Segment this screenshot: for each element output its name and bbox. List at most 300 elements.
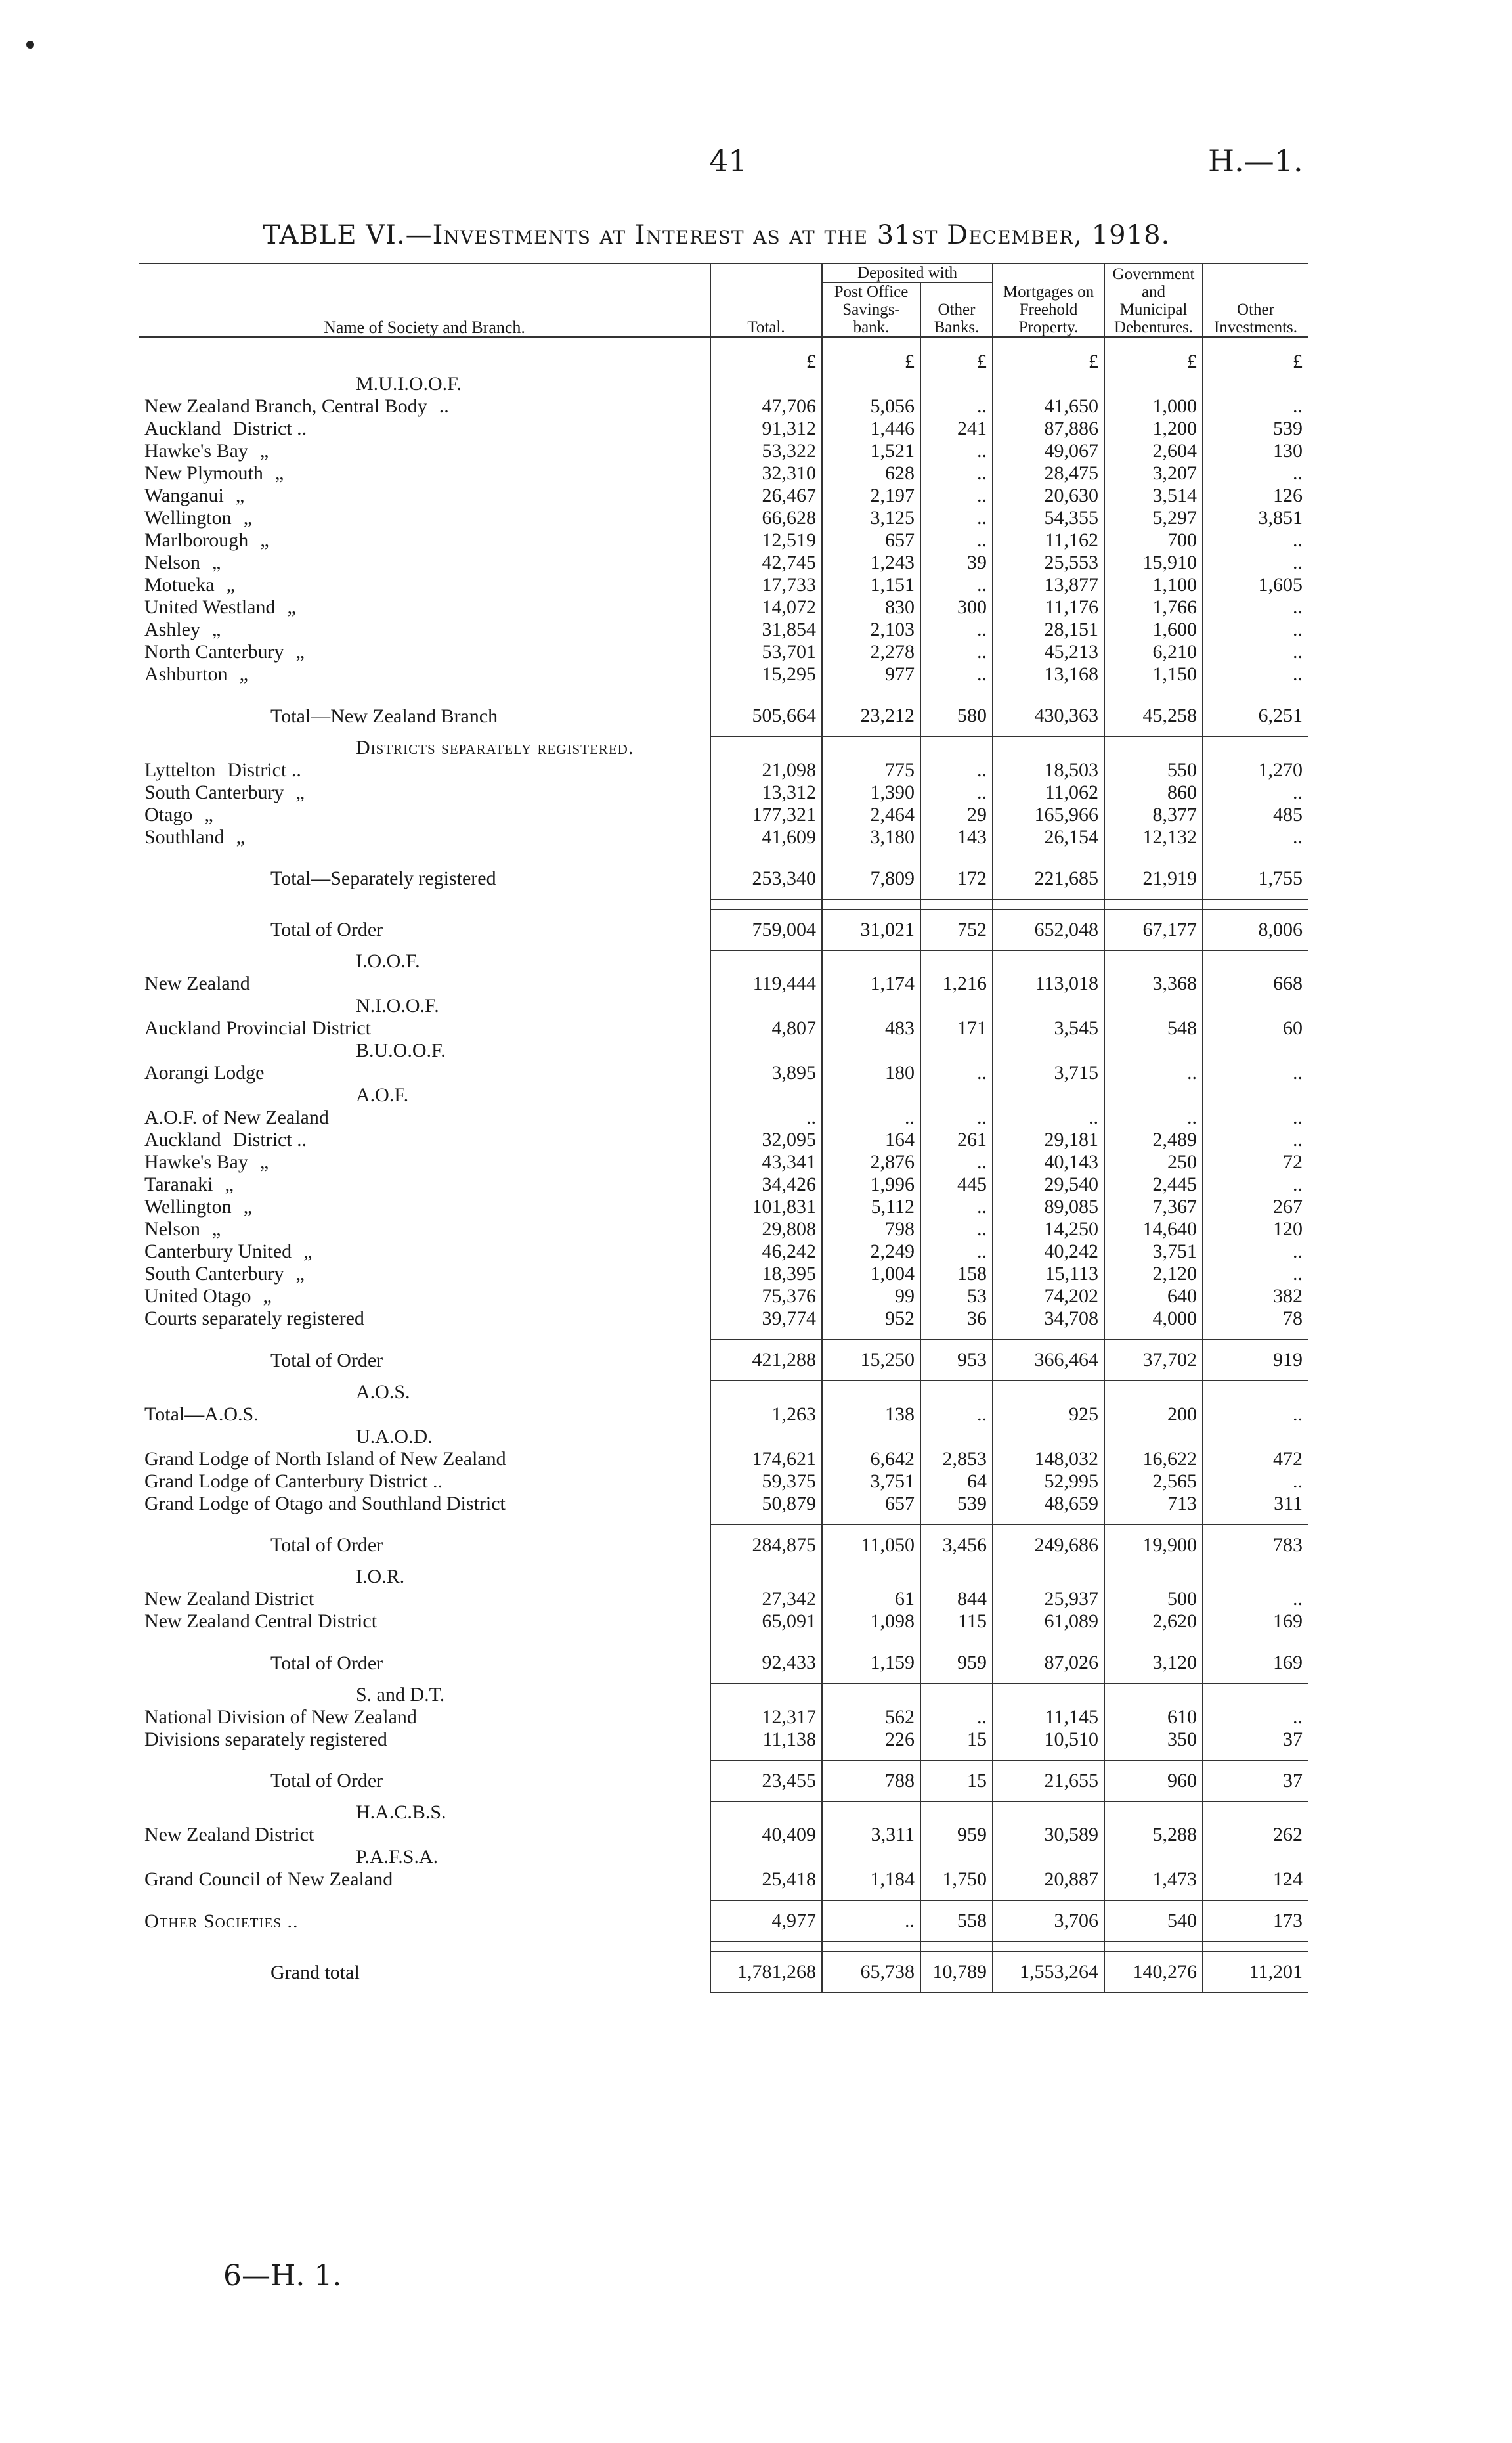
value-cell: 124 [1203, 1868, 1308, 1891]
value-cell: 11,138 [710, 1728, 822, 1751]
value-cell: 15,113 [993, 1263, 1104, 1285]
table-row [139, 462, 1308, 485]
column-spacer [1203, 373, 1308, 395]
column-spacer [920, 737, 993, 759]
column-spacer [822, 1891, 920, 1901]
column-spacer [1203, 899, 1308, 909]
value-cell: 49,067 [993, 440, 1104, 462]
column-spacer [1203, 1330, 1308, 1340]
column-spacer [920, 1426, 993, 1448]
row-name: North Canterbury [144, 641, 284, 663]
value-cell: 13,168 [993, 663, 1104, 686]
value-cell: 2,278 [822, 641, 920, 663]
value-cell: 366,464 [993, 1340, 1104, 1381]
row-suffix: „ [225, 1174, 234, 1195]
row-label [139, 552, 710, 574]
row-label [139, 1824, 710, 1846]
value-cell: 72 [1203, 1151, 1308, 1174]
row-suffix: „ [259, 440, 269, 462]
value-cell: 350 [1104, 1728, 1203, 1751]
section-heading-row [139, 1801, 1308, 1824]
value-cell: 21,919 [1104, 858, 1203, 899]
table-row [139, 973, 1308, 995]
value-cell: 1,755 [1203, 858, 1308, 899]
value-cell: 4,807 [710, 1017, 822, 1040]
value-cell: 31,021 [822, 909, 920, 950]
value-cell: 113,018 [993, 973, 1104, 995]
row-label [139, 1588, 710, 1610]
column-spacer [920, 1084, 993, 1107]
value-cell: .. [710, 1107, 822, 1129]
table-row [139, 1728, 1308, 1751]
currency-symbol: £ [822, 337, 920, 373]
spacer [139, 1751, 710, 1761]
row-name: New Zealand District [144, 1824, 314, 1845]
column-spacer [993, 1515, 1104, 1525]
column-spacer [710, 1381, 822, 1403]
value-cell: .. [920, 485, 993, 507]
row-label [139, 1241, 710, 1263]
value-cell: 120 [1203, 1218, 1308, 1241]
column-spacer [1104, 1515, 1203, 1525]
value-cell: 830 [822, 596, 920, 619]
value-cell: 1,243 [822, 552, 920, 574]
section-heading-row [139, 950, 1308, 973]
column-spacer [1203, 1684, 1308, 1706]
total-row [139, 1340, 1308, 1381]
column-spacer [993, 1751, 1104, 1761]
value-cell: 13,877 [993, 574, 1104, 596]
value-cell: 29,181 [993, 1129, 1104, 1151]
value-cell: 29 [920, 804, 993, 826]
value-cell: 14,072 [710, 596, 822, 619]
row-suffix: „ [303, 1241, 313, 1262]
column-spacer [920, 848, 993, 858]
column-spacer [710, 1684, 822, 1706]
table-row [139, 1285, 1308, 1308]
column-spacer [993, 1846, 1104, 1868]
total-row [139, 858, 1308, 899]
value-cell: 1,100 [1104, 574, 1203, 596]
value-cell: 47,706 [710, 395, 822, 418]
value-cell: 713 [1104, 1493, 1203, 1515]
table-row [139, 663, 1308, 686]
row-label [139, 529, 710, 552]
value-cell: .. [1203, 462, 1308, 485]
value-cell: 23,212 [822, 695, 920, 737]
column-spacer [920, 373, 993, 395]
value-cell: .. [920, 1403, 993, 1426]
row-label [139, 1151, 710, 1174]
value-cell: 1,390 [822, 781, 920, 804]
column-spacer [920, 686, 993, 695]
currency-symbol: £ [710, 337, 822, 373]
value-cell: 977 [822, 663, 920, 686]
column-spacer [920, 1891, 993, 1901]
value-cell: 2,249 [822, 1241, 920, 1263]
column-spacer [920, 899, 993, 909]
section-heading-row [139, 1426, 1308, 1448]
speck-mark [26, 41, 34, 49]
value-cell: 12,132 [1104, 826, 1203, 848]
value-cell: 959 [920, 1824, 993, 1846]
value-cell: .. [1104, 1062, 1203, 1084]
total-label: Total—New Zealand Branch [270, 705, 498, 727]
value-cell: 4,977 [710, 1901, 822, 1942]
table-row [139, 529, 1308, 552]
value-cell: 148,032 [993, 1448, 1104, 1470]
value-cell: 250 [1104, 1151, 1203, 1174]
row-label [139, 1470, 710, 1493]
spacer [139, 1891, 710, 1901]
value-cell: 844 [920, 1588, 993, 1610]
value-cell: 65,738 [822, 1952, 920, 1993]
value-cell: 6,251 [1203, 695, 1308, 737]
column-spacer [993, 1330, 1104, 1340]
value-cell: .. [1203, 552, 1308, 574]
value-cell: 169 [1203, 1642, 1308, 1684]
column-spacer [1104, 1084, 1203, 1107]
column-spacer [710, 1942, 822, 1952]
value-cell: 2,445 [1104, 1174, 1203, 1196]
value-cell: .. [1203, 1470, 1308, 1493]
column-spacer [1104, 737, 1203, 759]
column-spacer [920, 1330, 993, 1340]
row-label [139, 1062, 710, 1084]
value-cell: 48,659 [993, 1493, 1104, 1515]
spacer [139, 1515, 710, 1525]
value-cell: 10,789 [920, 1952, 993, 1993]
column-spacer [993, 950, 1104, 973]
value-cell: 1,766 [1104, 596, 1203, 619]
column-spacer [920, 1684, 993, 1706]
row-name: Courts separately registered [144, 1308, 364, 1329]
table-row [139, 1107, 1308, 1129]
spacer-row [139, 899, 1308, 909]
row-label [139, 759, 710, 781]
column-spacer [1104, 373, 1203, 395]
total-label: Total—Separately registered [270, 868, 496, 889]
value-cell: 1,263 [710, 1403, 822, 1426]
table-row [139, 1308, 1308, 1330]
value-cell: 61 [822, 1588, 920, 1610]
row-name: Aorangi Lodge [144, 1062, 265, 1084]
row-suffix: .. [439, 395, 449, 417]
column-spacer [822, 1515, 920, 1525]
value-cell: 15 [920, 1760, 993, 1801]
row-suffix: „ [263, 1285, 272, 1307]
value-cell: 860 [1104, 781, 1203, 804]
section-heading: Districts separately registered. [356, 736, 634, 759]
value-cell: 311 [1203, 1493, 1308, 1515]
table-row [139, 1403, 1308, 1426]
value-cell: 43,341 [710, 1151, 822, 1174]
col-government: Government and Municipal Debentures. [1104, 263, 1203, 337]
value-cell: 657 [822, 1493, 920, 1515]
value-cell: 1,996 [822, 1174, 920, 1196]
column-spacer [1104, 1426, 1203, 1448]
value-cell: 17,733 [710, 574, 822, 596]
value-cell: 2,620 [1104, 1610, 1203, 1633]
column-spacer [1104, 1566, 1203, 1588]
column-spacer [1104, 950, 1203, 973]
value-cell: 2,489 [1104, 1129, 1203, 1151]
value-cell: .. [1203, 1706, 1308, 1728]
spacer-row [139, 1633, 1308, 1642]
col-other-banks: Other Banks. [920, 282, 993, 337]
value-cell: 267 [1203, 1196, 1308, 1218]
column-spacer [822, 373, 920, 395]
column-spacer [1203, 686, 1308, 695]
column-spacer [1104, 686, 1203, 695]
value-cell: 12,519 [710, 529, 822, 552]
row-name: Nelson [144, 552, 200, 573]
table-row [139, 574, 1308, 596]
value-cell: 158 [920, 1263, 993, 1285]
column-spacer [993, 995, 1104, 1017]
value-cell: .. [1203, 781, 1308, 804]
col-mortgages: Mortgages on Freehold Property. [993, 263, 1104, 337]
table-row [139, 440, 1308, 462]
col-post-office: Post Office Savings-bank. [822, 282, 920, 337]
spacer-row [139, 686, 1308, 695]
value-cell: 1,004 [822, 1263, 920, 1285]
value-cell: 11,062 [993, 781, 1104, 804]
column-spacer [1203, 950, 1308, 973]
row-label [139, 641, 710, 663]
row-name: Hawke's Bay [144, 440, 248, 462]
value-cell: 25,937 [993, 1588, 1104, 1610]
column-spacer [1203, 737, 1308, 759]
value-cell: 164 [822, 1129, 920, 1151]
value-cell: 6,642 [822, 1448, 920, 1470]
table-row [139, 1448, 1308, 1470]
section-heading: M.U.I.O.O.F. [356, 373, 462, 395]
table-row [139, 485, 1308, 507]
value-cell: 29,808 [710, 1218, 822, 1241]
value-cell: 11,145 [993, 1706, 1104, 1728]
value-cell: 539 [920, 1493, 993, 1515]
col-name: Name of Society and Branch. [139, 263, 710, 337]
table-row [139, 1588, 1308, 1610]
total-row [139, 1760, 1308, 1801]
column-spacer [920, 1040, 993, 1062]
row-label [139, 1728, 710, 1751]
column-spacer [710, 848, 822, 858]
column-spacer [710, 1084, 822, 1107]
section-heading-row [139, 737, 1308, 759]
table-row [139, 1218, 1308, 1241]
value-cell: 19,900 [1104, 1524, 1203, 1566]
column-spacer [1203, 1426, 1308, 1448]
value-cell: 3,545 [993, 1017, 1104, 1040]
column-spacer [1203, 1381, 1308, 1403]
section-heading-row [139, 1381, 1308, 1403]
value-cell: 12,317 [710, 1706, 822, 1728]
value-cell: .. [1203, 826, 1308, 848]
value-cell: 262 [1203, 1824, 1308, 1846]
value-cell: .. [920, 663, 993, 686]
spacer-row [139, 1891, 1308, 1901]
column-spacer [822, 899, 920, 909]
row-name: Hawke's Bay [144, 1151, 248, 1173]
value-cell: 2,120 [1104, 1263, 1203, 1285]
value-cell: 130 [1203, 440, 1308, 462]
value-cell: 752 [920, 909, 993, 950]
value-cell: 40,143 [993, 1151, 1104, 1174]
spacer [139, 686, 710, 695]
row-name: New Zealand Central District [144, 1610, 378, 1632]
row-name: Ashburton [144, 663, 228, 685]
value-cell: 143 [920, 826, 993, 848]
table-title [263, 220, 1170, 250]
section-heading: U.A.O.D. [356, 1425, 433, 1447]
value-cell: 180 [822, 1062, 920, 1084]
row-label [139, 1017, 710, 1040]
value-cell: .. [1203, 641, 1308, 663]
value-cell: 74,202 [993, 1285, 1104, 1308]
column-spacer [822, 1846, 920, 1868]
total-label: Total of Order [270, 1770, 383, 1792]
section-heading-row [139, 1566, 1308, 1588]
column-spacer [920, 1633, 993, 1642]
row-label [139, 1448, 710, 1470]
value-cell: 3,311 [822, 1824, 920, 1846]
column-spacer [710, 1330, 822, 1340]
value-cell: 78 [1203, 1308, 1308, 1330]
value-cell: .. [920, 1706, 993, 1728]
row-label [139, 1493, 710, 1515]
column-spacer [920, 1515, 993, 1525]
row-label [139, 1263, 710, 1285]
value-cell: 628 [822, 462, 920, 485]
value-cell: 5,288 [1104, 1824, 1203, 1846]
value-cell: 382 [1203, 1285, 1308, 1308]
section-heading: I.O.O.F. [356, 950, 420, 972]
table-row [139, 1470, 1308, 1493]
value-cell: .. [1104, 1107, 1203, 1129]
column-spacer [993, 1381, 1104, 1403]
value-cell: 6,210 [1104, 641, 1203, 663]
column-spacer [710, 1801, 822, 1824]
value-cell: 52,995 [993, 1470, 1104, 1493]
table-row [139, 1017, 1308, 1040]
value-cell: 28,151 [993, 619, 1104, 641]
value-cell: 138 [822, 1403, 920, 1426]
value-cell: 61,089 [993, 1610, 1104, 1633]
column-spacer [1104, 1684, 1203, 1706]
value-cell: 3,368 [1104, 973, 1203, 995]
value-cell: 87,886 [993, 418, 1104, 440]
value-cell: 15 [920, 1728, 993, 1751]
value-cell: 485 [1203, 804, 1308, 826]
row-name: New Zealand Branch, Central Body [144, 395, 427, 417]
value-cell: 1,781,268 [710, 1952, 822, 1993]
column-spacer [1104, 1751, 1203, 1761]
value-cell: .. [920, 641, 993, 663]
value-cell: 1,446 [822, 418, 920, 440]
row-suffix: „ [212, 1218, 221, 1240]
section-heading-row [139, 1084, 1308, 1107]
total-row [139, 909, 1308, 950]
spacer-row [139, 848, 1308, 858]
column-spacer [993, 1891, 1104, 1901]
column-spacer [1104, 1942, 1203, 1952]
row-label [139, 1868, 710, 1891]
value-cell: 788 [822, 1760, 920, 1801]
column-spacer [920, 1942, 993, 1952]
value-cell: 657 [822, 529, 920, 552]
column-spacer [710, 1891, 822, 1901]
value-cell: .. [920, 529, 993, 552]
value-cell: .. [822, 1107, 920, 1129]
column-spacer [1104, 848, 1203, 858]
row-suffix: „ [295, 1263, 305, 1285]
row-label [139, 1196, 710, 1218]
column-spacer [1203, 1040, 1308, 1062]
value-cell: .. [920, 1107, 993, 1129]
col-deposited-with: Deposited with [822, 263, 993, 282]
value-cell: 2,197 [822, 485, 920, 507]
value-cell: 16,622 [1104, 1448, 1203, 1470]
value-cell: 3,706 [993, 1901, 1104, 1942]
value-cell: 3,120 [1104, 1642, 1203, 1684]
table-row [139, 826, 1308, 848]
value-cell: 925 [993, 1403, 1104, 1426]
value-cell: 7,809 [822, 858, 920, 899]
row-name: New Zealand [144, 973, 250, 994]
table-row [139, 1241, 1308, 1263]
column-spacer [993, 899, 1104, 909]
column-spacer [710, 995, 822, 1017]
row-name: Taranaki [144, 1174, 213, 1195]
row-name: Wellington [144, 507, 232, 529]
row-suffix: „ [243, 507, 252, 529]
column-spacer [1203, 1084, 1308, 1107]
value-cell: 65,091 [710, 1610, 822, 1633]
table-row [139, 759, 1308, 781]
table-row [139, 1062, 1308, 1084]
value-cell: 580 [920, 695, 993, 737]
value-cell: 249,686 [993, 1524, 1104, 1566]
value-cell: 87,026 [993, 1642, 1104, 1684]
value-cell: 11,162 [993, 529, 1104, 552]
column-spacer [993, 1801, 1104, 1824]
row-name: Motueka [144, 574, 215, 596]
value-cell: 14,250 [993, 1218, 1104, 1241]
value-cell: 21,655 [993, 1760, 1104, 1801]
value-cell: 3,514 [1104, 485, 1203, 507]
table-row [139, 1706, 1308, 1728]
value-cell: 41,650 [993, 395, 1104, 418]
value-cell: 115 [920, 1610, 993, 1633]
column-spacer [993, 1633, 1104, 1642]
table-row [139, 418, 1308, 440]
value-cell: 5,112 [822, 1196, 920, 1218]
value-cell: 4,000 [1104, 1308, 1203, 1330]
table-title-prefix: TABLE VI.— [263, 220, 433, 250]
row-name: New Zealand District [144, 1588, 314, 1610]
table-row [139, 804, 1308, 826]
row-label [139, 1174, 710, 1196]
row-name: Divisions separately registered [144, 1728, 387, 1750]
value-cell: 41,609 [710, 826, 822, 848]
row-label [139, 596, 710, 619]
column-spacer [822, 686, 920, 695]
row-label [139, 1129, 710, 1151]
value-cell: 539 [1203, 418, 1308, 440]
value-cell: 759,004 [710, 909, 822, 950]
